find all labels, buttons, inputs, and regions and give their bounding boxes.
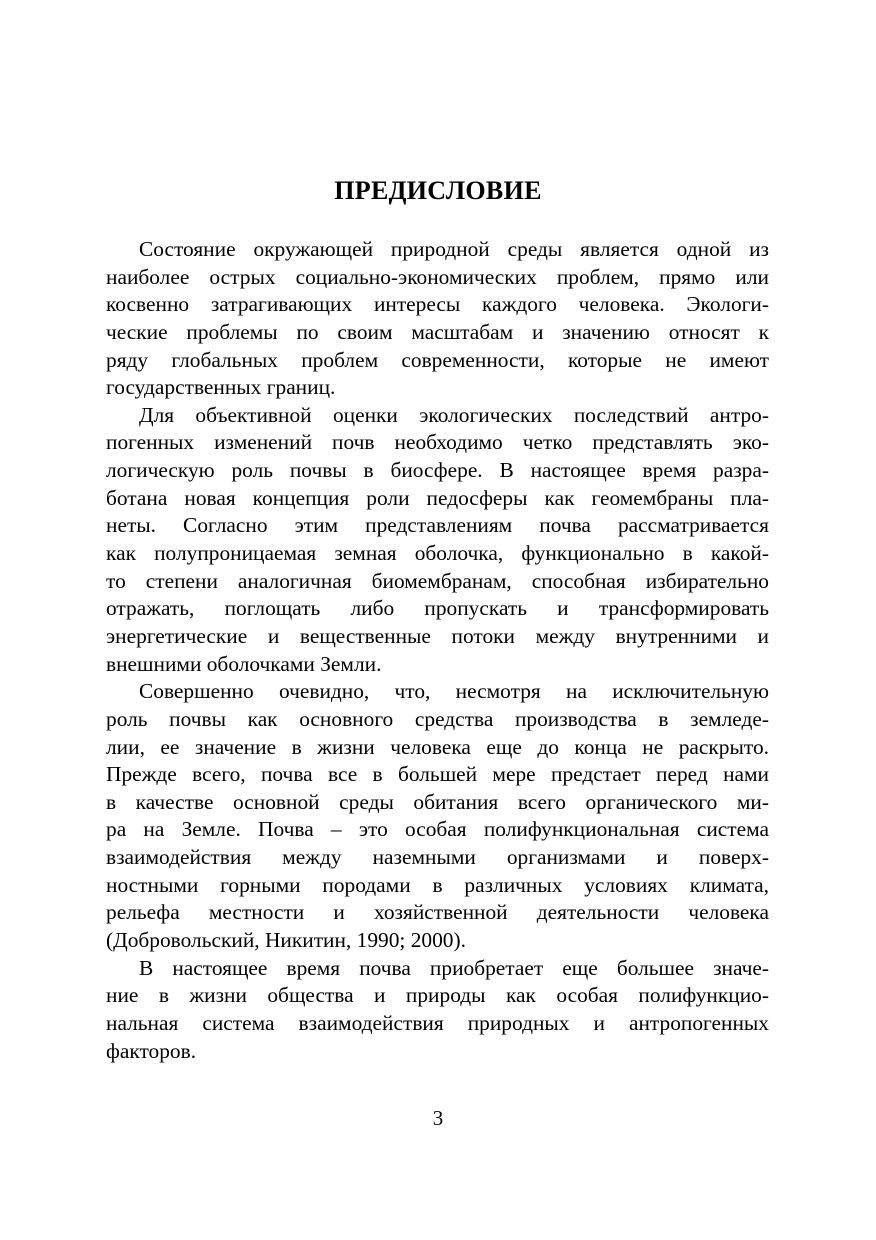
paragraph-line: погенных изменений почв необходимо четко представлять эко- [106, 430, 769, 455]
paragraph-line: нальная система взаимодействия природных и антропогенных [106, 1010, 769, 1035]
paragraph-line: факторов. [106, 1038, 197, 1063]
paragraph [106, 678, 769, 954]
paragraph-line: Прежде всего, почва все в большей мере предстает перед нами [106, 762, 769, 787]
paragraph-line: Совершенно очевидно, что, несмотря на исключительную [139, 679, 769, 704]
paragraph-line: ческие проблемы по своим масштабам и значению относят к [106, 319, 769, 344]
paragraph-line: косвенно затрагивающих интересы каждого человека. Экологи- [106, 292, 769, 317]
paragraph-line: (Добровольский, Никитин, 1990; 2000). [106, 928, 466, 953]
page-title: ПРЕДИСЛОВИЕ [334, 176, 542, 205]
paragraph-line: наиболее острых социально-экономических проблем, прямо или [106, 264, 769, 289]
paragraph-line: ряду глобальных проблем современности, которые не имеют [106, 347, 769, 372]
paragraph-line: ботана новая концепция роли педосферы как геомембраны пла- [106, 485, 769, 510]
paragraph-line: В настоящее время почва приобретает еще большее значе- [139, 955, 769, 980]
paragraph [106, 955, 769, 1066]
body-text [106, 236, 769, 1065]
paragraph-line: логическую роль почвы в биосфере. В настоящее время разра- [106, 458, 769, 483]
paragraph-line: государственных границ. [106, 375, 336, 400]
paragraph-line: в качестве основной среды обитания всего органического ми- [106, 789, 769, 814]
paragraph-line: как полупроницаемая земная оболочка, функционально в какой- [106, 541, 769, 566]
paragraph-line: ние в жизни общества и природы как особая полифункцио- [106, 983, 769, 1008]
paragraph-line: энергетические и вещественные потоки между внутренними и [106, 623, 769, 648]
paragraph [106, 402, 769, 678]
paragraph-line: ра на Земле. Почва – это особая полифункциональная система [106, 817, 769, 842]
paragraph-line: внешними оболочками Земли. [106, 651, 382, 676]
paragraph-line: лии, ее значение в жизни человека еще до конца не раскрыто. [106, 734, 769, 759]
paragraph-line: роль почвы как основного средства производства в земледе- [106, 706, 769, 731]
paragraph-line: отражать, поглощать либо пропускать и трансформировать [106, 596, 769, 621]
paragraph-line: рельефа местности и хозяйственной деятельности человека [106, 900, 769, 925]
paragraph-line: ностными горными породами в различных условиях климата, [106, 872, 769, 897]
paragraph [106, 236, 769, 402]
paragraph-line: Для объективной оценки экологических последствий антро- [139, 402, 769, 427]
paragraph-line: то степени аналогичная биомембранам, способная избирательно [106, 568, 769, 593]
paragraph-line: неты. Согласно этим представлениям почва рассматривается [106, 513, 769, 538]
paragraph-line: Состояние окружающей природной среды является одной из [139, 237, 769, 261]
page-number: 3 [432, 1106, 444, 1130]
paragraph-line: взаимодействия между наземными организмами и поверх- [106, 845, 769, 870]
